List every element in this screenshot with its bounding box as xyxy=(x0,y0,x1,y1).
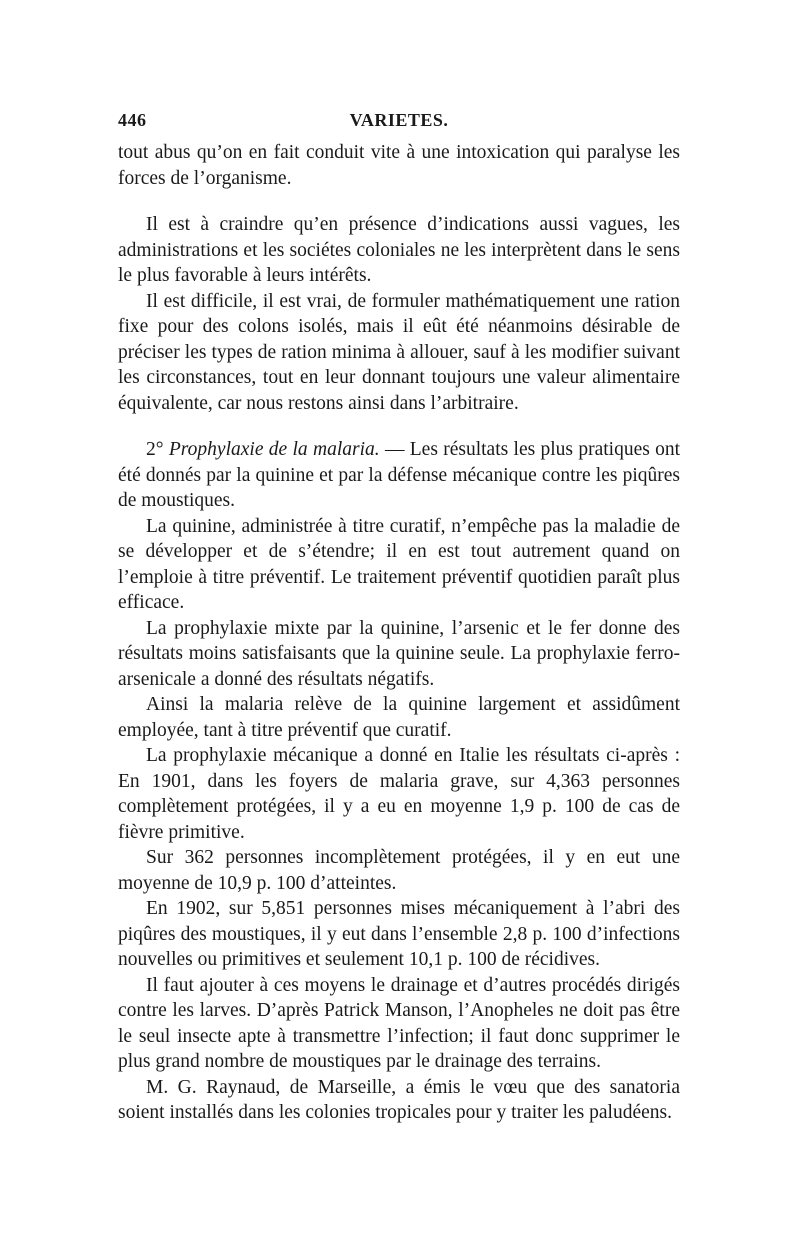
paragraph-quinine: La quinine, administrée à titre curatif, n’empêche pas la maladie de se développer et de s’étendre; il en est tout autrement quand on l’emploie à titre préventif. Le traitement préventif quotidien paraît plus efficace. xyxy=(118,515,680,613)
paragraph-drainage: Il faut ajouter à ces moyens le drainage et d’autres procédés dirigés contre les larves. D’après Patrick Manson, l’Anopheles ne doit pas être le seul insecte apte à transmettre l’infection; il faut donc supprimer le plus grand nombre de moustiques par le drainage des terrains. xyxy=(118,974,680,1072)
paragraph-malaria-quinine: Ainsi la malaria relève de la quinine largement et assidûment employée, tant à titre préventif que curatif. xyxy=(118,694,680,741)
paragraph-362-personnes: Sur 362 personnes incomplètement protégées, il y en eut une moyenne de 10,9 p. 100 d’atteintes. xyxy=(118,847,680,894)
section-heading-text: — Les résultats les plus pratiques ont été donnés par la quinine et par la défense mécanique contre les piqûres de moustiques. xyxy=(118,439,681,511)
paragraph-ration: Il est difficile, il est vrai, de formuler mathématiquement une ration fixe pour des colons isolés, mais il eût été néanmoins désirable de préciser les types de ration minima à allouer, sauf à les modifier suivant les circonstances, tout en leur donnant toujours une valeur alimentaire équivalente, car nous restons ainsi dans l’arbitraire. xyxy=(118,290,680,414)
paragraph-italie-1901: La prophylaxie mécanique a donné en Italie les résultats ci-après : En 1901, dans les foyers de malaria grave, sur 4,363 personnes complètement protégées, il y a eu en moyenne 1,9 p. 100 de cas de fièvre primitive. xyxy=(118,745,680,843)
paragraph-prophylaxie-mixte: La prophylaxie mixte par la quinine, l’arsenic et le fer donne des résultats moins satisfaisants que la quinine seule. La prophylaxie ferro-arsenicale a donné des résultats négatifs. xyxy=(118,617,680,690)
section-title: VARIETES. xyxy=(349,110,449,130)
section-heading: Prophylaxie de la malaria. xyxy=(168,439,380,460)
paragraph-prophylaxie-heading xyxy=(118,437,680,514)
section-number: 2° xyxy=(146,439,164,460)
book-page xyxy=(118,110,680,1126)
paragraph-1902: En 1902, sur 5,851 personnes mises mécaniquement à l’abri des piqûres des moustiques, il y eut dans l’ensemble 2,8 p. 100 d’infections nouvelles ou primitives et seulement 10,1 p. 100 de récidives. xyxy=(118,898,680,970)
page-number: 446 xyxy=(118,110,147,130)
paragraph-raynaud: M. G. Raynaud, de Marseille, a émis le vœu que des sanatoria soient installés dans les colonies tropicales pour y traiter les paludéens. xyxy=(118,1076,680,1123)
running-head xyxy=(118,110,680,140)
paragraph-administrations: Il est à craindre qu’en présence d’indications aussi vagues, les administrations et les sociétes coloniales ne les interprètent dans le sens le plus favorable à leurs intérêts. xyxy=(118,214,680,286)
paragraph-continuation: tout abus qu’on en fait conduit vite à une intoxication qui paralyse les forces de l’organisme. xyxy=(118,142,680,189)
